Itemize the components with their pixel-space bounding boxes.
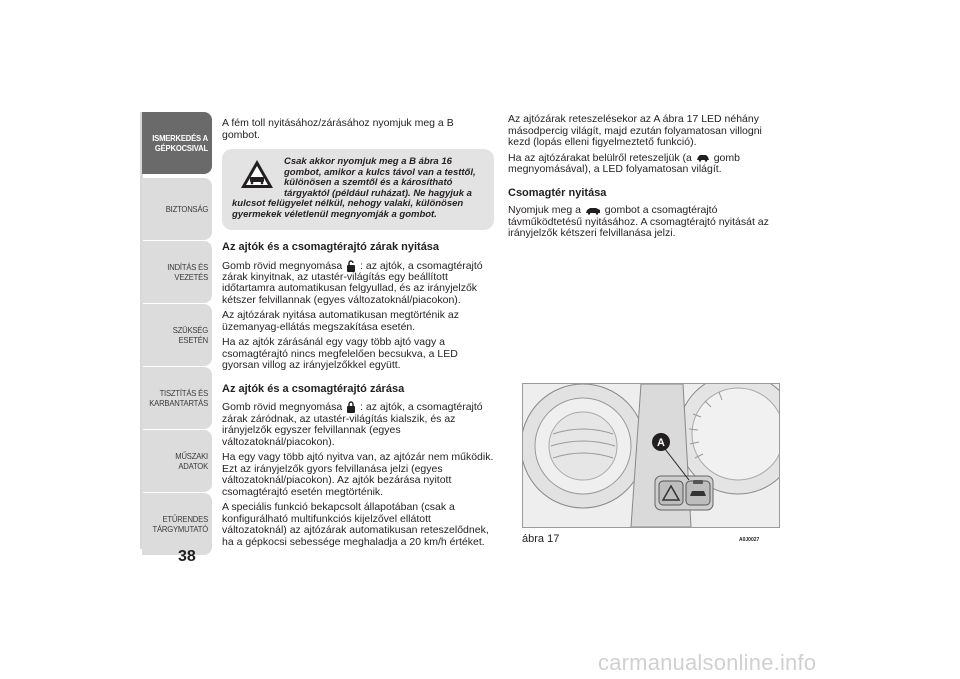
tab-ismerkedes[interactable]: [142, 112, 212, 174]
heading-trunk: Csomagtér nyitása: [508, 186, 607, 199]
inside-lock-paragraph: [508, 153, 778, 176]
warning-text: Csak akkor nyomjuk meg a B ábra 16 gombot, amikor a kulcs távol van a testtől, különösen a szemtől és a károsítható tárgyaktól (például ruházat). Ne hagyjuk a kulcsot felügyelet nélkül, nehogy valaki, különösen gyermekek véletlenül megnyomják a gombot.: [232, 156, 476, 220]
tab-inditas[interactable]: [142, 241, 212, 303]
tab-tisztitas[interactable]: [142, 367, 212, 429]
lock-paragraph: [222, 401, 494, 448]
inside-lock-after: gomb megnyomásával), a LED folyamatosan világít.: [508, 151, 740, 175]
right-column: [508, 114, 778, 244]
intro-text: A fém toll nyitásához/zárásához nyomjuk meg a B gombot.: [222, 117, 454, 141]
tab-biztonsag[interactable]: [142, 178, 212, 240]
tab-muszaki[interactable]: [142, 430, 212, 492]
trunk-text-after: gombot a csomagtérajtó távműködtetésű nyitásához. A csomagtérajtó nyitását az irányjelzők kétszeri felvillanása jelzi.: [508, 204, 769, 239]
tab-szukseg[interactable]: [142, 304, 212, 366]
tab-label: ETŰRENDES TÁRGYMUTATÓ: [152, 514, 208, 534]
car-trunk-icon: [585, 206, 601, 215]
lock-text-before: Gomb rövid megnyomása: [222, 401, 343, 414]
door-open-text: Ha az ajtók zárásánál egy vagy több ajtó vagy a csomagtérajtó nincs megfelelően becsukva, a LED gyorsan villog az irányjelzőkkel együtt.: [222, 336, 458, 372]
tab-label: BIZTONSÁG: [165, 204, 208, 214]
trunk-text-before: Nyomjuk meg a: [508, 204, 581, 216]
unlock-paragraph: [222, 260, 494, 307]
led-text: Az ajtózárak reteszelésekor az A ábra 17 LED néhány másodpercig világít, majd ezután folyamatosan villogni kezd (lopás elleni figyelmeztető funkció).: [508, 113, 762, 148]
unlock-icon: [346, 260, 356, 272]
autolock-text: A speciális funkció bekapcsolt állapotában (csak a konfigurálható multifunkciós kijelzővel ellátott változatoknál) az ajtózárak automatikusan reteszelődnek, ha a gépkocsi sebessége meghaladja a 20 km/h értéket.: [222, 501, 489, 548]
watermark: carmanualsonline.info: [598, 650, 817, 675]
tab-label: SZÜKSÉG ESETÉN: [172, 325, 208, 345]
lock-icon: [346, 401, 356, 413]
tab-label: MŰSZAKI ADATOK: [175, 451, 208, 471]
figure-code: A0J0027: [739, 537, 760, 543]
tab-label: INDÍTÁS ÉS VEZETÉS: [167, 262, 208, 282]
unlock-text-before: Gomb rövid megnyomása: [222, 259, 343, 272]
warning-triangle-icon: [240, 159, 274, 189]
warning-box: [222, 149, 494, 230]
unlock-text-after: : az ajtók, a csomagtérajtó zárak kinyitnak, az utastér-világítás egy beállított időtartamra automatikusan felgyullad, és az irányjelzők kétszer felvillannak (egyes változatoknál/piacokon).: [222, 259, 483, 306]
trunk-paragraph: [508, 205, 778, 240]
heading-lock: Az ajtók és a csomagtérajtó zárása: [222, 382, 405, 395]
tab-label: ISMERKEDÉS A GÉPKOCSIVAL: [152, 133, 208, 153]
fuel-cutoff-text: Az ajtózárak nyitása automatikusan megtörténik az üzemanyag-ellátás megszakítása esetén.: [222, 309, 459, 333]
heading-unlock: Az ajtók és a csomagtérajtó zárak nyitása: [222, 241, 440, 253]
figure-caption: ábra 17: [522, 533, 560, 545]
left-column: [222, 118, 494, 552]
door-open-lock-text: Ha egy vagy több ajtó nyitva van, az ajtózár nem működik. Ezt az irányjelzők gyors felvillanása jelzi (egyes változatoknál/piacokon). Az ajtók bezárása nyitott csomagtérajtó esetén megtörténik.: [222, 451, 494, 498]
car-lock-icon: [696, 153, 710, 162]
tab-targymutato[interactable]: [142, 493, 212, 555]
tab-label: TISZTÍTÁS ÉS KARBANTARTÁS: [149, 388, 208, 408]
dashboard-illustration: [523, 384, 779, 527]
lock-text-after: : az ajtók, a csomagtérajtó zárak záródnak, az utastér-világítás kialszik, és az irányjelzők egyszer felvillannak (egyes változatoknál/piacokon).: [222, 401, 483, 448]
inside-lock-before: Ha az ajtózárakat belülről reteszeljük (a: [508, 151, 692, 164]
dashboard-figure: [522, 383, 780, 528]
callout-a: A: [657, 437, 665, 449]
page-number: 38: [178, 548, 196, 565]
